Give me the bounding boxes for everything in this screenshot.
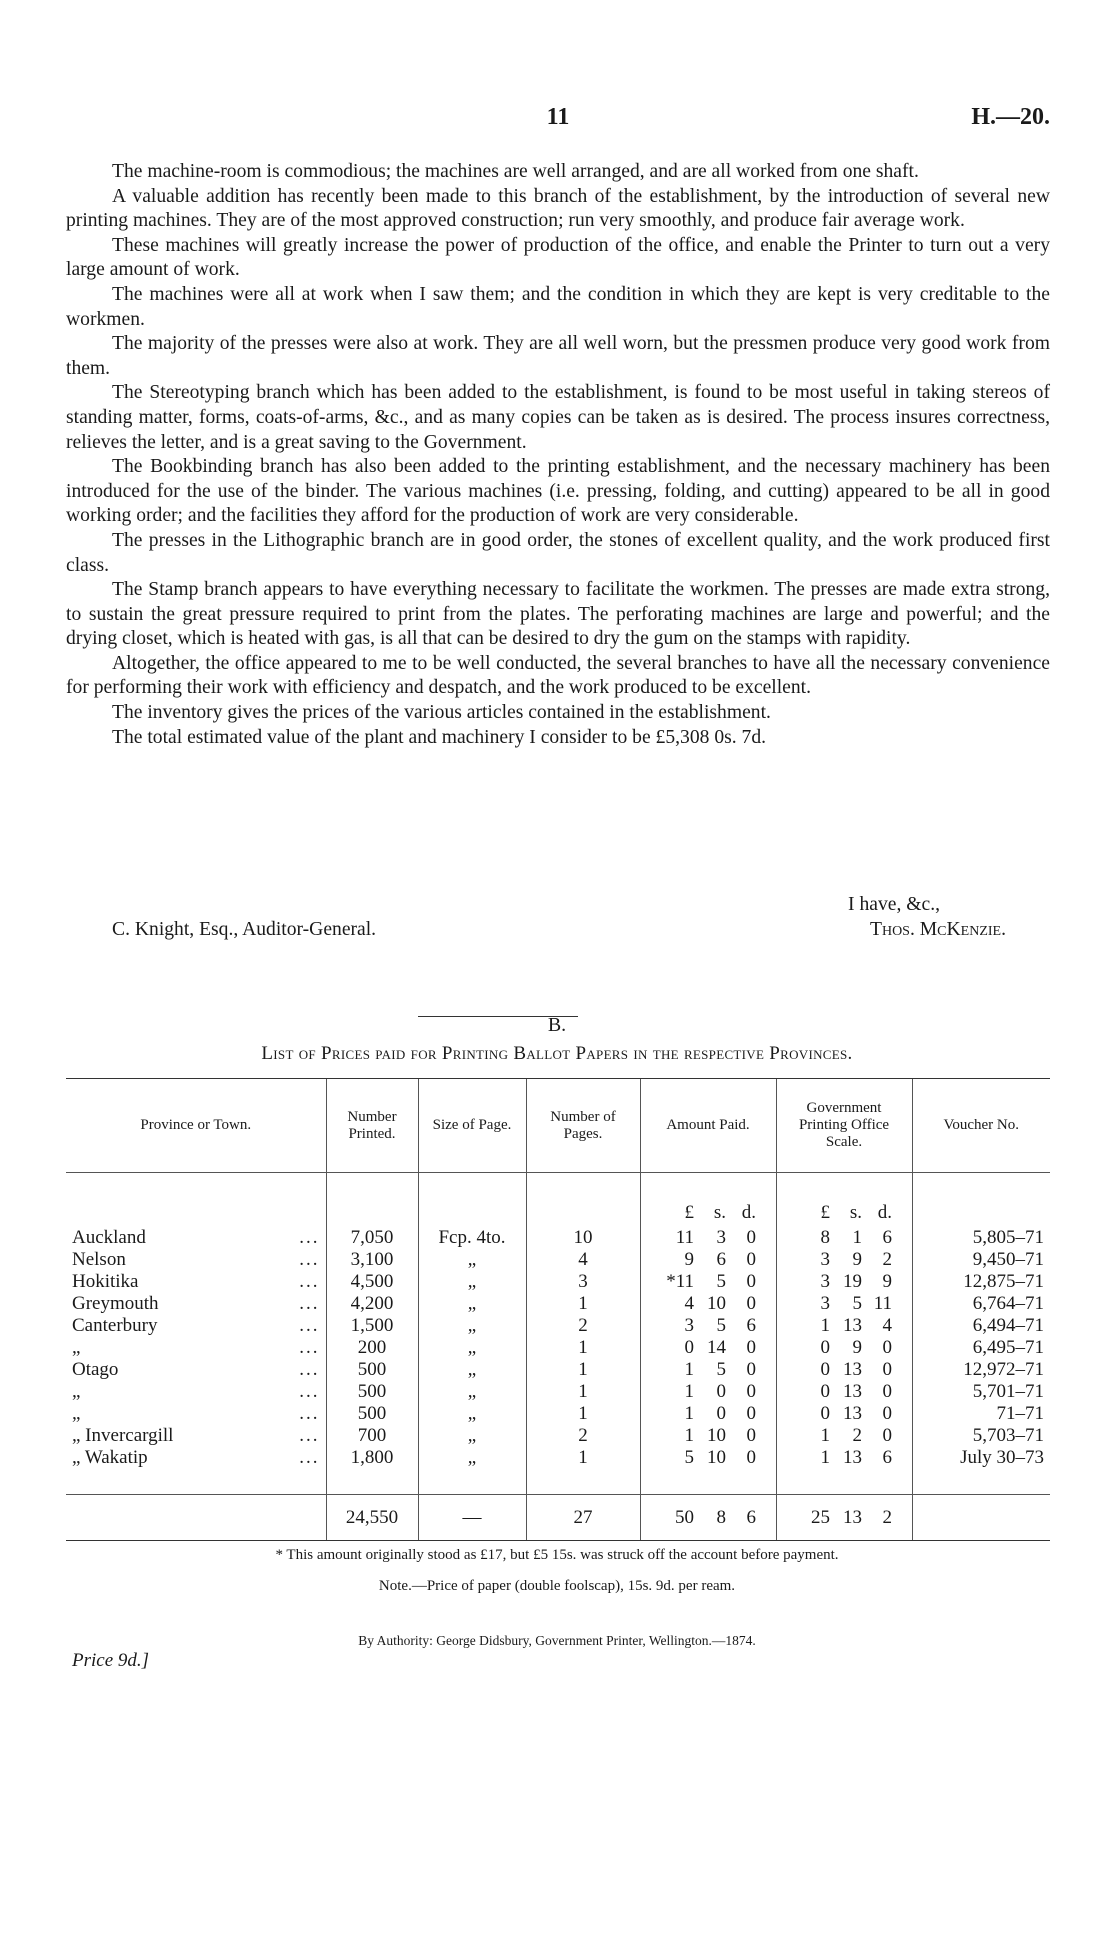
paragraph: The machine-room is commodious; the machines are well arranged, and are all worked from one shaft. xyxy=(112,161,919,182)
total-amount-paid xyxy=(640,1495,776,1541)
gov-shillings: 13 xyxy=(843,1380,862,1402)
gov-pence: 0 xyxy=(882,1336,892,1358)
total-gov-shillings: 13 xyxy=(843,1506,862,1528)
leader-dots: ... xyxy=(299,1292,320,1314)
voucher-number: 6,495–71 xyxy=(912,1337,1050,1359)
header-number-of-pages: Number of Pages. xyxy=(526,1079,640,1173)
voucher-number: 9,450–71 xyxy=(912,1249,1050,1271)
paragraph: The majority of the presses were also at work. They are all well worn, but the pressmen produce very good work from them. xyxy=(66,333,1050,379)
shillings-unit: s. xyxy=(849,1201,862,1223)
government-scale xyxy=(776,1359,912,1381)
leader-dots: ... xyxy=(299,1336,320,1358)
paragraph: A valuable addition has recently been made to this branch of the establishment, by the introduction of several new printing machines. They are of the most approved construction; run very smoothly, and produce fair average work. xyxy=(66,185,1050,232)
table-total xyxy=(66,1469,1050,1541)
voucher-number: 12,875–71 xyxy=(912,1271,1050,1293)
number-printed: 200 xyxy=(326,1337,418,1359)
amount-paid xyxy=(640,1447,776,1469)
province-cell xyxy=(66,1381,326,1403)
table-row xyxy=(66,1447,1050,1469)
paragraph: The Stamp branch appears to have everything necessary to facilitate the workmen. The presses are made extra strong, to sustain the great pressure required to print from the plates. The perforating machines are large and powerful; and the drying closet, which is heated with gas, is all that can be desired to dry the gum on the stamps with rapidity. xyxy=(66,579,1050,650)
number-of-pages: 1 xyxy=(526,1293,640,1315)
header-voucher-no: Voucher No. xyxy=(912,1079,1050,1173)
number-of-pages: 2 xyxy=(526,1425,640,1447)
paragraph: The machines were all at work when I saw them; and the condition in which they are kept is very creditable to the workmen. xyxy=(66,283,1050,330)
paid-shillings: 6 xyxy=(716,1248,726,1270)
paid-shillings: 10 xyxy=(707,1446,726,1468)
number-printed: 700 xyxy=(326,1425,418,1447)
number-printed: 500 xyxy=(326,1359,418,1381)
printer-authority: By Authority: George Didsbury, Government Printer, Wellington.—1874. xyxy=(358,1633,756,1648)
total-row xyxy=(66,1495,1050,1541)
total-government-scale xyxy=(776,1495,912,1541)
gov-pence: 11 xyxy=(873,1292,892,1314)
paid-pounds: 1 xyxy=(684,1358,694,1380)
table-body xyxy=(66,1173,1050,1469)
total-number-printed: 24,550 xyxy=(326,1495,418,1541)
gov-pence: 0 xyxy=(882,1380,892,1402)
number-of-pages: 1 xyxy=(526,1337,640,1359)
total-size: — xyxy=(418,1495,526,1541)
number-of-pages: 10 xyxy=(526,1227,640,1249)
leader-dots: ... xyxy=(299,1446,320,1468)
province-cell xyxy=(66,1293,326,1315)
signature: Thos. McKenzie. xyxy=(869,919,1006,940)
gov-shillings: 9 xyxy=(852,1248,862,1270)
gov-pounds: 1 xyxy=(820,1314,830,1336)
size-of-page: „ xyxy=(418,1271,526,1293)
leader-dots: ... xyxy=(299,1380,320,1402)
size-of-page: Fcp. 4to. xyxy=(418,1227,526,1249)
paid-shillings: 10 xyxy=(707,1292,726,1314)
gov-pence: 0 xyxy=(882,1424,892,1446)
size-of-page: „ xyxy=(418,1293,526,1315)
gov-shillings: 9 xyxy=(852,1336,862,1358)
gov-pounds: 8 xyxy=(820,1226,830,1248)
paid-pounds: 11 xyxy=(675,1226,694,1248)
amount-paid xyxy=(640,1381,776,1403)
province-cell xyxy=(66,1425,326,1447)
government-scale xyxy=(776,1337,912,1359)
table-row xyxy=(66,1315,1050,1337)
paid-pounds: 1 xyxy=(684,1424,694,1446)
number-of-pages: 4 xyxy=(526,1249,640,1271)
ballot-prices-table xyxy=(66,1078,1050,1541)
paid-pounds: 4 xyxy=(684,1292,694,1314)
province-cell xyxy=(66,1271,326,1293)
province-name: „ Invercargill xyxy=(72,1424,174,1446)
number-printed: 1,500 xyxy=(326,1315,418,1337)
spacer-row xyxy=(66,1173,1050,1199)
province-cell xyxy=(66,1359,326,1381)
government-scale xyxy=(776,1447,912,1469)
paid-pence: 0 xyxy=(746,1248,756,1270)
government-scale xyxy=(776,1249,912,1271)
pounds-unit: £ xyxy=(684,1201,694,1223)
gov-pounds: 3 xyxy=(820,1248,830,1270)
paid-pounds: 3 xyxy=(684,1314,694,1336)
document-reference: H.—20. xyxy=(971,104,1050,130)
government-scale xyxy=(776,1271,912,1293)
gov-pence: 0 xyxy=(882,1358,892,1380)
paragraph: The Bookbinding branch has also been added to the printing establishment, and the necessary machinery has been introduced for the use of the binder. The various machines (i.e. pressing, folding, and cutting) appeared to be all in good working order; and the facilities they afford for the production of work are very considerable. xyxy=(66,456,1050,527)
voucher-number: 6,764–71 xyxy=(912,1293,1050,1315)
amount-paid xyxy=(640,1425,776,1447)
table-row xyxy=(66,1227,1050,1249)
amount-paid xyxy=(640,1359,776,1381)
voucher-number: 5,805–71 xyxy=(912,1227,1050,1249)
pounds-unit: £ xyxy=(820,1201,830,1223)
header-province: Province or Town. xyxy=(66,1079,326,1173)
paragraph: The inventory gives the prices of the various articles contained in the establishment. xyxy=(112,702,771,724)
paid-pounds: *11 xyxy=(666,1270,694,1292)
amount-paid xyxy=(640,1293,776,1315)
paid-pence: 0 xyxy=(746,1446,756,1468)
paid-pence: 6 xyxy=(746,1314,756,1336)
paid-shillings: 0 xyxy=(716,1402,726,1424)
units-row xyxy=(66,1199,1050,1227)
shillings-unit: s. xyxy=(713,1201,726,1223)
table-row xyxy=(66,1425,1050,1447)
size-of-page: „ xyxy=(418,1447,526,1469)
amount-paid xyxy=(640,1227,776,1249)
paid-pence: 0 xyxy=(746,1424,756,1446)
number-printed: 1,800 xyxy=(326,1447,418,1469)
paid-shillings: 14 xyxy=(707,1336,726,1358)
total-paid-pence: 6 xyxy=(746,1506,756,1528)
province-name: „ xyxy=(72,1336,81,1358)
salutation: I have, &c., xyxy=(848,894,940,915)
size-of-page: „ xyxy=(418,1359,526,1381)
paragraph: These machines will greatly increase the power of production of the office, and enable the Printer to turn out a very large amount of work. xyxy=(66,234,1050,281)
paid-pence: 0 xyxy=(746,1270,756,1292)
province-cell xyxy=(66,1249,326,1271)
paid-pence: 0 xyxy=(746,1292,756,1314)
gov-pounds: 0 xyxy=(820,1402,830,1424)
total-pages: 27 xyxy=(526,1495,640,1541)
province-cell xyxy=(66,1315,326,1337)
pence-unit: d. xyxy=(877,1201,892,1223)
amount-paid xyxy=(640,1271,776,1293)
closing-line xyxy=(66,918,1050,942)
gov-pounds: 3 xyxy=(820,1270,830,1292)
size-of-page: „ xyxy=(418,1403,526,1425)
government-scale xyxy=(776,1227,912,1249)
number-printed: 500 xyxy=(326,1403,418,1425)
leader-dots: ... xyxy=(299,1314,320,1336)
leader-dots: ... xyxy=(299,1424,320,1446)
gov-shillings: 1 xyxy=(852,1226,862,1248)
province-name: Nelson xyxy=(72,1248,126,1270)
gov-shillings: 13 xyxy=(843,1358,862,1380)
number-of-pages: 2 xyxy=(526,1315,640,1337)
paid-pence: 0 xyxy=(746,1336,756,1358)
government-scale xyxy=(776,1403,912,1425)
gov-pounds: 3 xyxy=(820,1292,830,1314)
table-row xyxy=(66,1271,1050,1293)
gov-units xyxy=(776,1199,912,1227)
header-size-of-page: Size of Page. xyxy=(418,1079,526,1173)
total-paid-shillings: 8 xyxy=(716,1506,726,1528)
gov-pounds: 0 xyxy=(820,1380,830,1402)
paid-shillings: 5 xyxy=(716,1270,726,1292)
paid-shillings: 5 xyxy=(716,1314,726,1336)
government-scale xyxy=(776,1293,912,1315)
province-name: „ Wakatip xyxy=(72,1446,148,1468)
gov-shillings: 19 xyxy=(843,1270,862,1292)
government-scale xyxy=(776,1315,912,1337)
gov-pence: 9 xyxy=(882,1270,892,1292)
province-name: Hokitika xyxy=(72,1270,139,1292)
paid-shillings: 3 xyxy=(716,1226,726,1248)
paid-shillings: 5 xyxy=(716,1358,726,1380)
size-of-page: „ xyxy=(418,1249,526,1271)
table-row xyxy=(66,1249,1050,1271)
voucher-number: July 30–73 xyxy=(912,1447,1050,1469)
section-letter: B. xyxy=(547,1014,567,1036)
paid-pounds: 1 xyxy=(684,1402,694,1424)
number-printed: 7,050 xyxy=(326,1227,418,1249)
number-of-pages: 1 xyxy=(526,1381,640,1403)
size-of-page: „ xyxy=(418,1315,526,1337)
paid-pounds: 9 xyxy=(684,1248,694,1270)
paid-shillings: 0 xyxy=(716,1380,726,1402)
table-row xyxy=(66,1381,1050,1403)
paid-pounds: 1 xyxy=(684,1380,694,1402)
gov-pounds: 0 xyxy=(820,1336,830,1358)
gov-pence: 6 xyxy=(882,1226,892,1248)
paid-pence: 0 xyxy=(746,1380,756,1402)
leader-dots: ... xyxy=(299,1248,320,1270)
paid-pence: 0 xyxy=(746,1358,756,1380)
gov-pounds: 1 xyxy=(820,1424,830,1446)
leader-dots: ... xyxy=(299,1270,320,1292)
voucher-number: 6,494–71 xyxy=(912,1315,1050,1337)
gov-pence: 0 xyxy=(882,1402,892,1424)
table-row xyxy=(66,1293,1050,1315)
voucher-number: 71–71 xyxy=(912,1403,1050,1425)
header-number-printed: Number Printed. xyxy=(326,1079,418,1173)
paid-pounds: 0 xyxy=(684,1336,694,1358)
leader-dots: ... xyxy=(299,1358,320,1380)
table-row xyxy=(66,1359,1050,1381)
province-name: „ xyxy=(72,1402,81,1424)
page-header xyxy=(66,104,1050,138)
paragraph: The total estimated value of the plant and machinery I consider to be £5,308 0s. 7d. xyxy=(112,726,767,748)
gov-pence: 2 xyxy=(882,1248,892,1270)
gov-shillings: 13 xyxy=(843,1314,862,1336)
amount-paid xyxy=(640,1337,776,1359)
province-name: „ xyxy=(72,1380,81,1402)
paid-units xyxy=(640,1199,776,1227)
government-scale xyxy=(776,1425,912,1447)
number-printed: 3,100 xyxy=(326,1249,418,1271)
amount-paid xyxy=(640,1249,776,1271)
gov-shillings: 13 xyxy=(843,1402,862,1424)
province-name: Otago xyxy=(72,1358,119,1380)
number-printed: 500 xyxy=(326,1381,418,1403)
spacer-row xyxy=(66,1469,1050,1495)
gov-pence: 4 xyxy=(882,1314,892,1336)
price-label: Price 9d.] xyxy=(72,1650,150,1671)
header-government-scale: Government Printing Office Scale. xyxy=(776,1079,912,1173)
header-amount-paid: Amount Paid. xyxy=(640,1079,776,1173)
table-header-row xyxy=(66,1079,1050,1173)
number-of-pages: 1 xyxy=(526,1403,640,1425)
table-title: List of Prices paid for Printing Ballot Papers in the respective Provinces. xyxy=(261,1043,853,1064)
number-of-pages: 1 xyxy=(526,1447,640,1469)
total-gov-pence: 2 xyxy=(882,1506,892,1528)
voucher-number: 5,703–71 xyxy=(912,1425,1050,1447)
addressee: C. Knight, Esq., Auditor-General. xyxy=(112,919,377,940)
paragraph: Altogether, the office appeared to me to be well conducted, the several branches to have all the necessary convenience for performing their work with efficiency and despatch, and the work produced to be excellent. xyxy=(66,652,1050,699)
pence-unit: d. xyxy=(741,1201,756,1223)
gov-shillings: 13 xyxy=(843,1446,862,1468)
number-printed: 4,500 xyxy=(326,1271,418,1293)
province-name: Greymouth xyxy=(72,1292,159,1314)
total-paid-pounds: 50 xyxy=(675,1506,694,1528)
province-cell xyxy=(66,1227,326,1249)
voucher-number: 12,972–71 xyxy=(912,1359,1050,1381)
paid-pence: 0 xyxy=(746,1226,756,1248)
province-cell xyxy=(66,1337,326,1359)
report-body xyxy=(66,160,1050,750)
province-cell xyxy=(66,1403,326,1425)
size-of-page: „ xyxy=(418,1381,526,1403)
paid-pounds: 5 xyxy=(684,1446,694,1468)
gov-pounds: 0 xyxy=(820,1358,830,1380)
gov-pounds: 1 xyxy=(820,1446,830,1468)
government-scale xyxy=(776,1381,912,1403)
leader-dots: ... xyxy=(299,1226,320,1248)
amount-paid xyxy=(640,1315,776,1337)
size-of-page: „ xyxy=(418,1337,526,1359)
province-name: Canterbury xyxy=(72,1314,158,1336)
number-printed: 4,200 xyxy=(326,1293,418,1315)
gov-shillings: 5 xyxy=(852,1292,862,1314)
amount-paid xyxy=(640,1403,776,1425)
number-of-pages: 1 xyxy=(526,1359,640,1381)
paid-pence: 0 xyxy=(746,1402,756,1424)
gov-shillings: 2 xyxy=(852,1424,862,1446)
footnote: * This amount originally stood as £17, but £5 15s. was struck off the account before payment. xyxy=(275,1547,839,1563)
gov-pence: 6 xyxy=(882,1446,892,1468)
paragraph: The Stereotyping branch which has been added to the establishment, is found to be most useful in taking stereos of standing matter, forms, coats-of-arms, &c., and as many copies can be taken as is desired. The process insures correctness, relieves the letter, and is a great saving to the Government. xyxy=(66,382,1050,453)
page-number: 11 xyxy=(546,104,570,130)
province-cell xyxy=(66,1447,326,1469)
table-row xyxy=(66,1403,1050,1425)
leader-dots: ... xyxy=(299,1402,320,1424)
paid-shillings: 10 xyxy=(707,1424,726,1446)
paragraph: The presses in the Lithographic branch are in good order, the stones of excellent quality, and the work produced first class. xyxy=(66,529,1050,576)
province-name: Auckland xyxy=(72,1226,146,1248)
number-of-pages: 3 xyxy=(526,1271,640,1293)
voucher-number: 5,701–71 xyxy=(912,1381,1050,1403)
paper-note: Note.—Price of paper (double foolscap), 15s. 9d. per ream. xyxy=(378,1578,736,1594)
size-of-page: „ xyxy=(418,1425,526,1447)
table-row xyxy=(66,1337,1050,1359)
total-gov-pounds: 25 xyxy=(811,1506,830,1528)
